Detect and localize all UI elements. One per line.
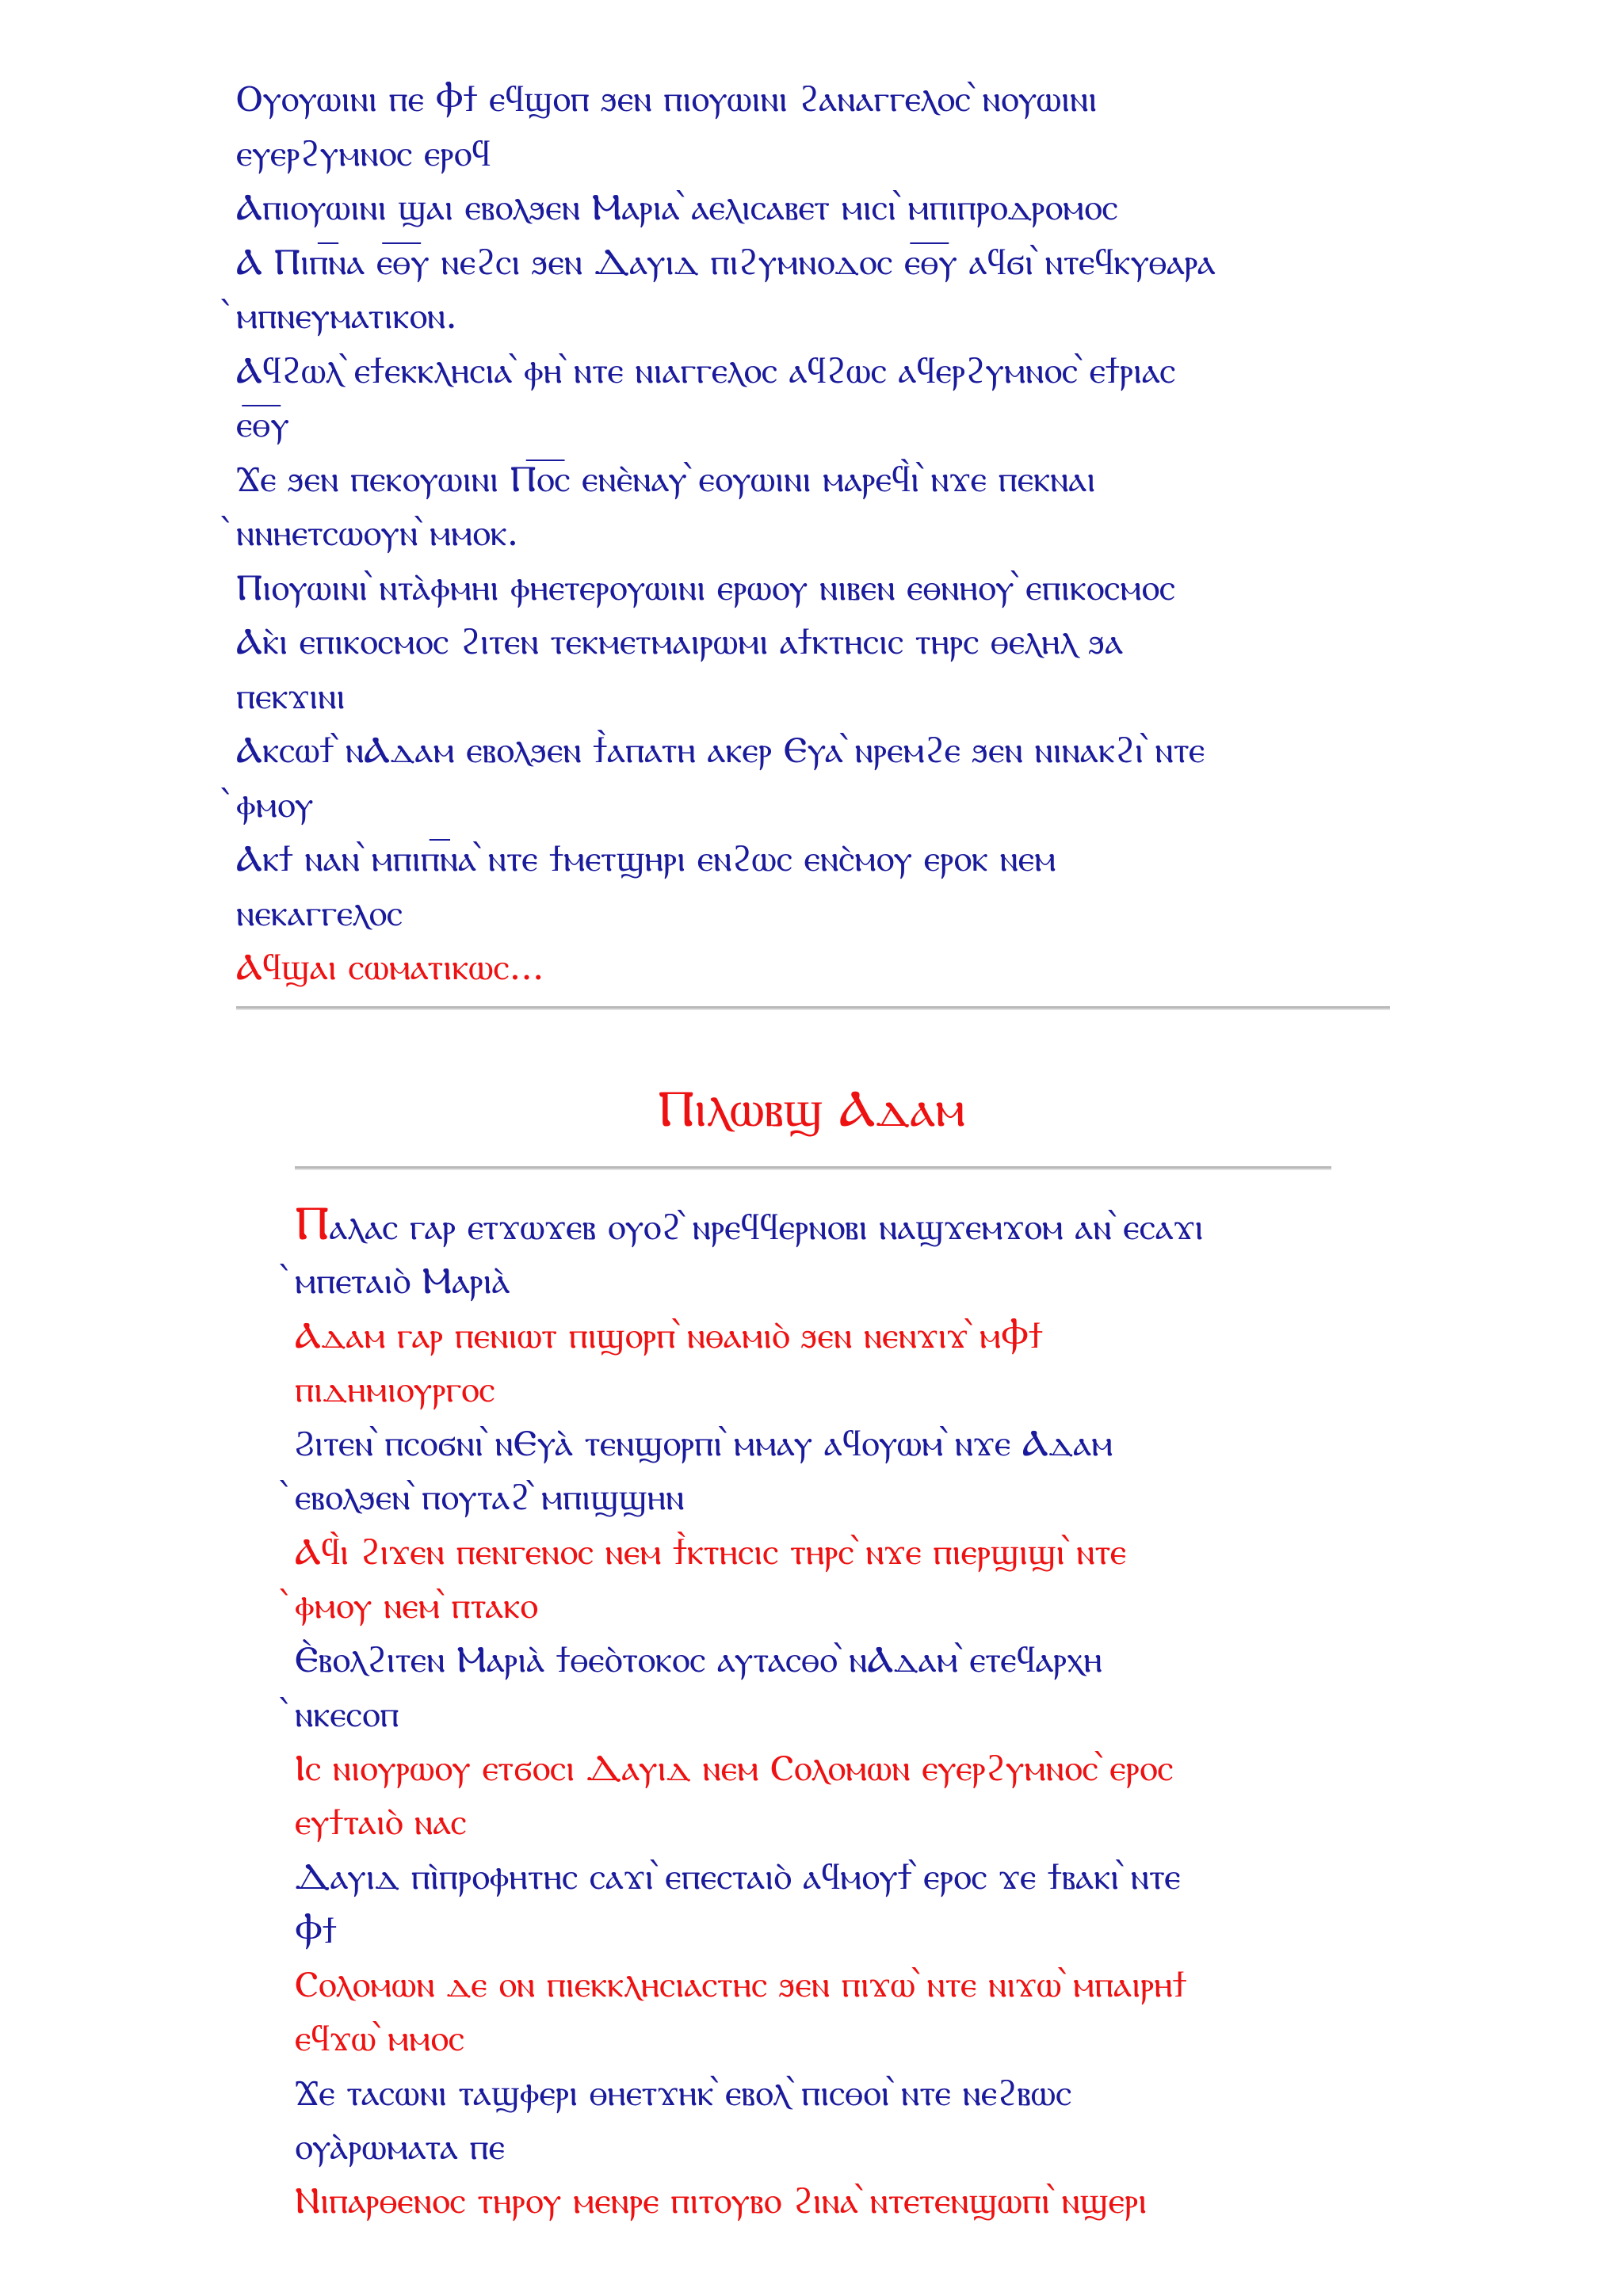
- verse-line: ⲛⲉⲕⲁⲅⲅⲉⲗⲟⲥ: [236, 891, 403, 934]
- title-underline-rule: [295, 1166, 1331, 1170]
- verse-line: Ⲁ Ⲡⲓⲡ͞ⲛⲁ ⲉ͞ⲑ͞ⲩ ⲛⲉϩⲥⲓ ϧⲉⲛ Ⲇⲁⲩⲓⲇ ⲡⲓϩⲩⲙⲛⲟⲇⲟⲥ ⲉ͞ⲑ͞ⲩ ⲁϥϭⲓ ̀ⲛⲧⲉϥⲕⲩⲑⲁⲣⲁ: [236, 239, 1216, 283]
- verse-line: ⲉϥϫⲱ ̀ⲙⲙⲟⲥ: [295, 2016, 464, 2060]
- verse-line: Ⲓⲥ ⲛⲓⲟⲩⲣⲱⲟⲩ ⲉⲧϭⲟⲥⲓ Ⲇⲁⲩⲓⲇ ⲛⲉⲙ Ⲥⲟⲗⲟⲙⲱⲛ ⲉⲩⲉⲣϩⲩⲙⲛⲟⲥ ̀ⲉⲣⲟⲥ: [295, 1745, 1174, 1789]
- verse-line: ̀ⲫⲙⲟⲩ ⲛⲉⲙ ̀ⲡⲧⲁⲕⲟ: [295, 1584, 538, 1627]
- verse-line: Ⲥⲟⲗⲟⲙⲱⲛ ⲇⲉ ⲟⲛ ⲡⲓⲉⲕⲕⲗⲏⲥⲓⲁⲥⲧⲏⲥ ϧⲉⲛ ⲡⲓϫⲱ ̀ⲛⲧⲉ ⲛⲓϫⲱ ̀ⲙⲡⲁⲓⲣⲏϯ: [295, 1962, 1187, 2006]
- verse-line: ⲉⲩⲉⲣϩⲩⲙⲛⲟⲥ ⲉⲣⲟϥ: [236, 131, 491, 174]
- verse-line: ̀ⲙⲡⲛⲉⲩⲙⲁⲧⲓⲕⲟⲛ.: [236, 294, 457, 337]
- verse-line: ̀ⲫⲙⲟⲩ: [236, 782, 314, 826]
- verse-line: Ⲟⲩⲟⲩⲱⲓⲛⲓ ⲡⲉ Ⲫϯ ⲉϥϣⲟⲡ ϧⲉⲛ ⲡⲓⲟⲩⲱⲓⲛⲓ ϩⲁⲛⲁⲅⲅⲉⲗⲟⲥ ̀ⲛⲟⲩⲱⲓⲛⲓ: [236, 77, 1098, 120]
- drop-cap-letter: Ⲡ: [295, 1196, 330, 1251]
- verse-line: Ⲛⲓⲡⲁⲣⲑⲉⲛⲟⲥ ⲧⲏⲣⲟⲩ ⲙⲉⲛⲣⲉ ⲡⲓⲧⲟⲩⲃⲟ ϩⲓⲛⲁ ̀ⲛⲧⲉⲧⲉⲛϣⲱⲡⲓ ̀ⲛϣⲉⲣⲓ: [295, 2179, 1148, 2222]
- verse-line: [295, 1196, 1357, 1253]
- verse-line: ⲟⲩⲁ̀ⲣⲱⲙⲁⲧⲁ ⲡⲉ: [295, 2125, 506, 2168]
- verse-line: Ⲁⲕϯ ⲛⲁⲛ ̀ⲙⲡⲓⲡ͞ⲛⲁ ̀ⲛⲧⲉ ϯⲙⲉⲧϣⲏⲣⲓ ⲉⲛϩⲱⲥ ⲉⲛⲥ̀ⲙⲟⲩ ⲉⲣⲟⲕ ⲛⲉⲙ: [236, 837, 1056, 879]
- verse-line: ⲉ͞ⲑ͞ⲩ: [236, 402, 289, 445]
- verse-line: Ⲁϥ̀ⲓ ϩⲓϫⲉⲛ ⲡⲉⲛⲅⲉⲛⲟⲥ ⲛⲉⲙ ϯ̀ⲕⲧⲏⲥⲓⲥ ⲧⲏⲣⲥ ̀ⲛϫⲉ ⲡⲓⲉⲣϣⲓϣⲓ ̀ⲛⲧⲉ: [295, 1529, 1127, 1573]
- section-title: Ⲡⲓⲗⲱⲃϣ Ⲁⲇⲁⲙ: [658, 1080, 965, 1138]
- section1-text-block: [236, 71, 1393, 994]
- verse-line: Ϫⲉ ⲧⲁⲥⲱⲛⲓ ⲧⲁϣⲫⲉⲣⲓ ⲑⲏⲉⲧϫⲏⲕ ̀ⲉⲃⲟⲗ ̀ⲡⲓⲥⲑⲟⲓ ̀ⲛⲧⲉ ⲛⲉϩⲃⲱⲥ: [295, 2070, 1072, 2114]
- verse-line: Ϫⲉ ϧⲉⲛ ⲡⲉⲕⲟⲩⲱⲓⲛⲓ Ⲡ͞ⲟ͞ⲥ ⲉⲛⲉ̀ⲛⲁⲩ ̀ⲉⲟⲩⲱⲓⲛⲓ ⲙⲁⲣⲉϥ̀ⲓ ̀ⲛϫⲉ ⲡⲉⲕⲛⲁⲓ: [236, 456, 1096, 500]
- verse-line: ̀ⲉⲃⲟⲗϧⲉⲛ ̀ⲡⲟⲩⲧⲁϩ ̀ⲙⲡⲓϣϣⲏⲛ: [295, 1475, 685, 1519]
- verse-line: Ⲁⲡⲓⲟⲩⲱⲓⲛⲓ ϣⲁⲓ ⲉⲃⲟⲗϧⲉⲛ Ⲙⲁⲣⲓⲁ ̀ⲁⲉⲗⲓⲥⲁⲃⲉⲧ ⲙⲓⲥⲓ ̀ⲙⲡⲓⲡⲣⲟⲇⲣⲟⲙⲟⲥ: [236, 185, 1118, 228]
- verse-line: ̀ⲛⲛⲏⲉⲧⲥⲱⲟⲩⲛ ̀ⲙⲙⲟⲕ.: [236, 511, 519, 554]
- verse-line: Ⲁϥϣⲁⲓ ⲥⲱⲙⲁⲧⲓⲕⲱⲥ...: [236, 945, 544, 988]
- verse-line: Ϩⲓⲧⲉⲛ ̀ⲡⲥⲟϭⲛⲓ ̀ⲛⲈⲩⲁ̀ ⲧⲉⲛϣⲟⲣⲡⲓ ̀ⲙⲙⲁⲩ ⲁϥⲟⲩⲱⲙ ̀ⲛϫⲉ Ⲁⲇⲁⲙ: [295, 1421, 1113, 1465]
- verse-line: ̀ⲙⲡⲉⲧⲁⲓⲟ̀ Ⲙⲁⲣⲓⲁ̀: [295, 1259, 510, 1302]
- verse-line-text: ⲁⲗⲁⲥ ⲅⲁⲣ ⲉⲧϫⲱϫⲉⲃ ⲟⲩⲟϩ ̀ⲛⲣⲉϥϥⲉⲣⲛⲟⲃⲓ ⲛⲁϣϫⲉⲙϫⲟⲙ ⲁⲛ ̀ⲉⲥⲁϫⲓ: [329, 1205, 1204, 1248]
- verse-line: Ⲡⲓⲟⲩⲱⲓⲛⲓ ̀ⲛⲧⲁ̀ⲫⲙⲏⲓ ⲫⲏⲉⲧⲉⲣⲟⲩⲱⲓⲛⲓ ⲉⲣⲱⲟⲩ ⲛⲓⲃⲉⲛ ⲉⲑⲛⲏⲟⲩ ̀ⲉⲡⲓⲕⲟⲥⲙⲟⲥ: [236, 565, 1176, 608]
- verse-line: ⲡⲓⲇⲏⲙⲓⲟⲩⲣⲅⲟⲥ: [295, 1367, 495, 1410]
- verse-line: Ⲁⲇⲁⲙ ⲅⲁⲣ ⲡⲉⲛⲓⲱⲧ ⲡⲓϣⲟⲣⲡ ̀ⲛⲑⲁⲙⲓⲟ̀ ϧⲉⲛ ⲛⲉⲛϫⲓϫ ̀ⲙⲪϯ: [295, 1313, 1043, 1356]
- verse-line: Ⲁⲕ̀ⲓ ⲉⲡⲓⲕⲟⲥⲙⲟⲥ ϩⲓⲧⲉⲛ ⲧⲉⲕⲙⲉⲧⲙⲁⲓⲣⲱⲙⲓ ⲁϯⲕⲧⲏⲥⲓⲥ ⲧⲏⲣⲥ ⲑⲉⲗⲏⲗ ϧⲁ: [236, 620, 1124, 662]
- verse-line: Ⲁϥϩⲱⲗ ̀ⲉϯⲉⲕⲕⲗⲏⲥⲓⲁ ̀ⲫⲏ ̀ⲛⲧⲉ ⲛⲓⲁⲅⲅⲉⲗⲟⲥ ⲁϥϩⲱⲥ ⲁϥⲉⲣϩⲩⲙⲛⲟⲥ ̀ⲉϯⲣⲓⲁⲥ: [236, 348, 1176, 391]
- divider-rule: [236, 1006, 1390, 1010]
- verse-line: ̀ⲛⲕⲉⲥⲟⲡ: [295, 1691, 399, 1735]
- verse-line: Ⲇⲁⲩⲓⲇ ⲡⲓ̀ⲡⲣⲟⲫⲏⲧⲏⲥ ⲥⲁϫⲓ ̀ⲉⲡⲉⲥⲧⲁⲓⲟ̀ ⲁϥⲙⲟⲩϯ ̀ⲉⲣⲟⲥ ϫⲉ ϯⲃⲁⲕⲓ ̀ⲛⲧⲉ: [295, 1854, 1181, 1897]
- verse-line: Ⲁⲕⲥⲱϯ ̀ⲛⲀⲇⲁⲙ ⲉⲃⲟⲗϧⲉⲛ ϯ̀ⲁⲡⲁⲧⲏ ⲁⲕⲉⲣ Ⲉⲩⲁ ̀ⲛⲣⲉⲙϩⲉ ϧⲉⲛ ⲛⲓⲛⲁⲕϩⲓ ̀ⲛⲧⲉ: [236, 728, 1205, 771]
- verse-line: Ⲉ̀ⲃⲟⲗϩⲓⲧⲉⲛ Ⲙⲁⲣⲓⲁ̀ ϯⲑⲉⲟ̀ⲧⲟⲕⲟⲥ ⲁⲩⲧⲁⲥⲑⲟ ̀ⲛⲀⲇⲁⲙ ̀ⲉⲧⲉϥⲁⲣⲭⲏ: [295, 1638, 1102, 1681]
- verse-line: ⲡⲉⲕϫⲓⲛⲓ: [236, 673, 346, 717]
- verse-line: ⲉⲩϯⲧⲁⲓⲟ̀ ⲛⲁⲥ: [295, 1800, 467, 1844]
- section2-text-block: [295, 1196, 1357, 2228]
- verse-line: Ⲫϯ: [295, 1908, 337, 1951]
